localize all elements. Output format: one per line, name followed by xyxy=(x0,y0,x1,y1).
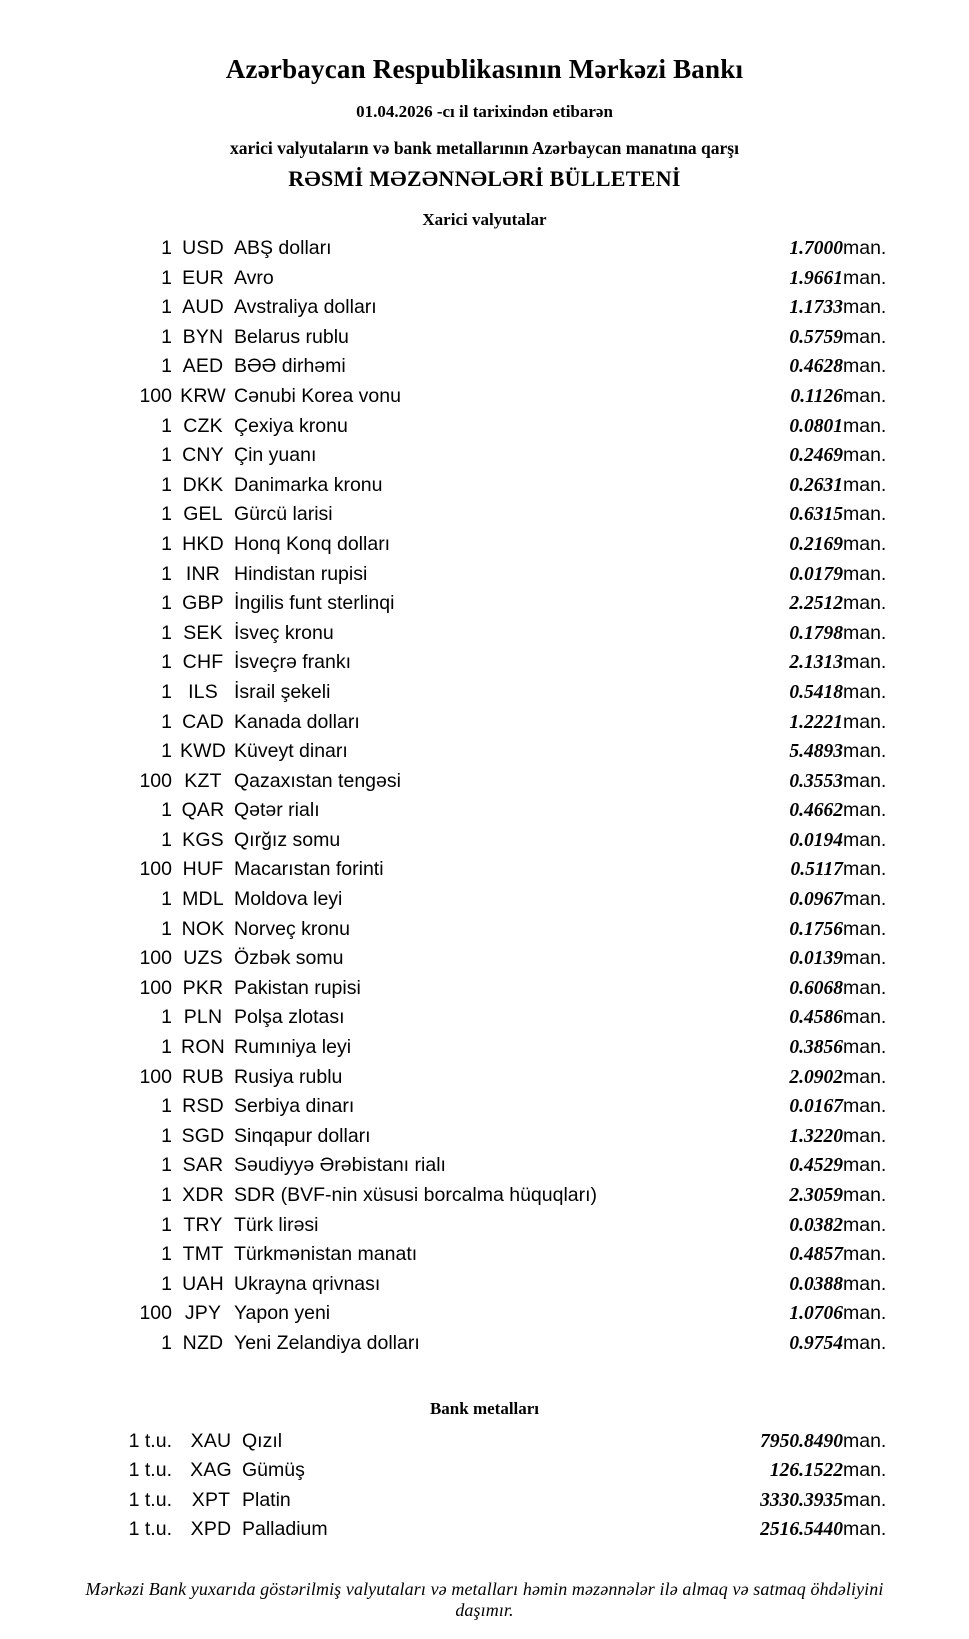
rate-name: İngilis funt sterlinqi xyxy=(234,592,395,615)
rate-unit: man. xyxy=(843,355,887,378)
rate-currency-code: XAU xyxy=(190,1429,232,1452)
rate-quantity: 1 xyxy=(161,888,172,911)
table-row xyxy=(60,915,909,945)
rate-value: 2.2512 xyxy=(789,593,843,615)
rate-currency-code: TRY xyxy=(183,1213,223,1236)
rate-currency-code: NZD xyxy=(182,1331,224,1354)
rate-value: 0.1756 xyxy=(789,918,843,940)
rate-name: Türkmənistan manatı xyxy=(234,1243,418,1266)
rate-quantity: 100 xyxy=(139,858,172,881)
rate-name: Qızıl xyxy=(242,1429,283,1452)
rate-value: 0.2631 xyxy=(789,474,843,496)
rate-quantity: 1 xyxy=(161,1036,172,1059)
rate-unit: man. xyxy=(843,1184,887,1206)
rate-currency-code: JPY xyxy=(184,1302,222,1325)
rate-unit: man. xyxy=(843,1331,887,1354)
rate-unit: man. xyxy=(843,1429,887,1452)
rate-unit: man. xyxy=(843,1459,887,1482)
rate-unit: man. xyxy=(843,1518,887,1541)
table-row xyxy=(60,1329,909,1359)
rate-currency-code: SEK xyxy=(183,621,223,644)
table-row xyxy=(60,560,909,590)
table-row xyxy=(60,382,909,412)
rate-name: BƏƏ dirhəmi xyxy=(234,355,346,378)
table-row xyxy=(60,767,909,797)
rate-quantity: 1 xyxy=(161,325,172,348)
rate-value: 0.0139 xyxy=(789,948,843,970)
rate-unit: man. xyxy=(843,1006,887,1029)
rate-unit: man. xyxy=(843,325,887,348)
rate-currency-code: KRW xyxy=(180,384,226,407)
table-row xyxy=(60,412,909,442)
rate-name: Platin xyxy=(242,1488,291,1511)
rate-currency-code: KWD xyxy=(179,740,227,763)
rate-unit: man. xyxy=(843,740,887,763)
rate-quantity: 1 xyxy=(161,414,172,437)
rate-unit: man. xyxy=(843,1213,887,1236)
rate-quantity: 100 xyxy=(139,947,172,970)
rate-name: Qazaxıstan tengəsi xyxy=(234,769,401,792)
rate-unit: man. xyxy=(843,917,887,940)
table-row xyxy=(60,264,909,294)
rate-name: Sinqapur dolları xyxy=(234,1124,371,1147)
table-row xyxy=(60,323,909,353)
rate-currency-code: PLN xyxy=(183,1006,223,1029)
rate-name: Palladium xyxy=(242,1518,328,1541)
rate-value: 0.9754 xyxy=(789,1332,843,1354)
rate-value: 0.6068 xyxy=(789,977,843,999)
rate-unit: man. xyxy=(843,266,887,289)
rate-currency-code: USD xyxy=(182,237,224,259)
rate-quantity: 1 xyxy=(161,1095,172,1118)
rate-value: 2.1313 xyxy=(789,652,843,674)
rate-unit: man. xyxy=(843,384,887,407)
rate-currency-code: UZS xyxy=(183,947,223,970)
rate-unit: man. xyxy=(843,799,887,822)
rate-value: 0.4628 xyxy=(789,356,843,378)
rate-value: 1.7000 xyxy=(789,238,843,259)
rate-quantity: 1 xyxy=(161,621,172,644)
rate-name: SDR (BVF-nin xüsusi borcalma hüquqları) xyxy=(234,1184,598,1206)
rate-unit: man. xyxy=(843,473,887,496)
currency-rates-table xyxy=(60,234,909,1359)
rate-unit: man. xyxy=(843,710,887,733)
rate-quantity: 1 xyxy=(161,1154,172,1177)
rate-unit: man. xyxy=(843,621,887,644)
rate-name: Rumıniya leyi xyxy=(234,1036,352,1059)
rate-quantity: 1 xyxy=(161,1331,172,1354)
rate-currency-code: CNY xyxy=(182,444,224,467)
bulletin-title: RƏSMİ MƏZƏNNƏLƏRİ BÜLLETENİ xyxy=(288,166,681,191)
rate-name: Cənubi Korea vonu xyxy=(234,384,401,407)
rate-name: Səudiyyə Ərəbistanı rialı xyxy=(234,1154,446,1177)
rate-unit: man. xyxy=(843,1124,887,1147)
rate-quantity: 1 xyxy=(161,1184,172,1206)
rate-unit: man. xyxy=(843,651,887,674)
rate-value: 0.0194 xyxy=(789,829,843,851)
rate-quantity: 1 xyxy=(161,592,172,615)
table-row xyxy=(60,234,909,264)
rate-unit: man. xyxy=(843,1302,887,1325)
rate-name: Gümüş xyxy=(242,1459,305,1482)
rate-quantity: 100 xyxy=(139,384,172,407)
rate-value: 1.0706 xyxy=(789,1303,843,1325)
rate-name: Avstraliya dolları xyxy=(234,296,377,319)
rate-currency-code: SAR xyxy=(182,1154,224,1177)
rate-quantity: 1 xyxy=(161,237,172,259)
rate-unit: man. xyxy=(843,503,887,526)
rate-quantity: 100 xyxy=(139,1302,172,1325)
table-row xyxy=(60,1181,909,1211)
rate-quantity: 100 xyxy=(139,769,172,792)
table-row xyxy=(60,1122,909,1152)
rate-quantity: 1 xyxy=(161,1006,172,1029)
rate-currency-code: KGS xyxy=(182,828,224,851)
rate-value: 0.4662 xyxy=(789,800,843,822)
rate-value: 0.3856 xyxy=(789,1037,843,1059)
rate-value: 0.5418 xyxy=(789,681,843,703)
table-row xyxy=(60,708,909,738)
rate-unit: man. xyxy=(843,1243,887,1266)
rate-value: 0.0967 xyxy=(789,889,843,911)
effective-date-line: 01.04.2026 -cı il tarixindən etibarən xyxy=(356,102,613,121)
rate-quantity: 1 xyxy=(161,1124,172,1147)
rate-value: 2.3059 xyxy=(789,1185,843,1206)
rate-currency-code: TMT xyxy=(182,1243,224,1266)
rate-value: 126.1522 xyxy=(769,1460,843,1482)
section-title-metals: Bank metalları xyxy=(429,1398,540,1418)
rate-unit: man. xyxy=(843,296,887,319)
rate-name: Hindistan rupisi xyxy=(234,562,368,585)
rate-quantity: 1 t.u. xyxy=(128,1518,172,1541)
table-row xyxy=(60,1515,909,1545)
rate-name: Moldova leyi xyxy=(234,888,343,911)
rate-value: 7950.8490 xyxy=(760,1430,843,1452)
rate-value: 0.4529 xyxy=(789,1155,843,1177)
rate-currency-code: CHF xyxy=(182,651,224,674)
rate-value: 1.2221 xyxy=(789,711,843,733)
rate-value: 1.9661 xyxy=(789,267,843,289)
rate-name: Pakistan rupisi xyxy=(234,976,361,999)
rate-currency-code: AED xyxy=(182,355,224,378)
table-row xyxy=(60,293,909,323)
rate-currency-code: GBP xyxy=(182,592,224,615)
rate-quantity: 1 xyxy=(161,680,172,703)
rate-currency-code: CAD xyxy=(182,710,224,733)
rate-currency-code: ILS xyxy=(188,680,218,703)
rate-quantity: 1 xyxy=(161,917,172,940)
table-row xyxy=(60,737,909,767)
rate-quantity: 1 t.u. xyxy=(128,1429,172,1452)
rate-value: 0.1126 xyxy=(790,385,843,407)
rate-currency-code: XPT xyxy=(191,1488,231,1511)
rate-name: ABŞ dolları xyxy=(234,237,332,259)
rate-unit: man. xyxy=(843,414,887,437)
rate-currency-code: BYN xyxy=(182,325,224,348)
rate-name: Ukrayna qrivnası xyxy=(234,1272,381,1295)
rate-unit: man. xyxy=(843,562,887,585)
rate-currency-code: HUF xyxy=(182,858,224,881)
rate-currency-code: CZK xyxy=(183,414,223,437)
rate-quantity: 1 xyxy=(161,1243,172,1266)
rate-currency-code: RSD xyxy=(182,1095,224,1118)
rate-unit: man. xyxy=(843,592,887,615)
rate-unit: man. xyxy=(843,1065,887,1088)
table-row xyxy=(60,885,909,915)
rate-currency-code: XPD xyxy=(190,1518,232,1541)
table-row xyxy=(60,589,909,619)
rate-name: Polşa zlotası xyxy=(234,1006,345,1029)
rate-unit: man. xyxy=(843,680,887,703)
rate-name: Türk lirəsi xyxy=(234,1213,319,1236)
rate-quantity: 1 xyxy=(161,1213,172,1236)
rate-currency-code: HKD xyxy=(182,532,224,555)
rate-unit: man. xyxy=(843,1154,887,1177)
rate-name: Çexiya kronu xyxy=(234,414,348,437)
rate-currency-code: KZT xyxy=(184,769,222,792)
table-row xyxy=(60,944,909,974)
table-row xyxy=(60,352,909,382)
rate-unit: man. xyxy=(843,444,887,467)
rate-currency-code: EUR xyxy=(182,266,224,289)
rate-quantity: 1 xyxy=(161,710,172,733)
rate-currency-code: RON xyxy=(181,1036,225,1059)
table-row xyxy=(60,796,909,826)
rate-name: Danimarka kronu xyxy=(234,473,383,496)
table-row xyxy=(60,619,909,649)
rate-name: Küveyt dinarı xyxy=(234,740,348,763)
table-row xyxy=(60,1456,909,1486)
table-row xyxy=(60,1063,909,1093)
rate-value: 1.3220 xyxy=(789,1125,843,1147)
rate-name: Belarus rublu xyxy=(234,325,349,348)
rate-currency-code: SGD xyxy=(181,1124,225,1147)
rate-unit: man. xyxy=(843,947,887,970)
rate-value: 0.0801 xyxy=(789,415,843,437)
rate-unit: man. xyxy=(843,828,887,851)
table-row xyxy=(60,441,909,471)
rate-quantity: 100 xyxy=(139,976,172,999)
rate-quantity: 1 xyxy=(161,444,172,467)
rate-currency-code: GEL xyxy=(183,503,223,526)
rate-value: 0.1798 xyxy=(789,622,843,644)
rate-quantity: 100 xyxy=(139,1065,172,1088)
rate-unit: man. xyxy=(843,976,887,999)
rate-quantity: 1 t.u. xyxy=(128,1488,172,1511)
rate-currency-code: MDL xyxy=(182,888,224,911)
rate-currency-code: NOK xyxy=(181,917,225,940)
rate-unit: man. xyxy=(843,1036,887,1059)
rate-currency-code: RUB xyxy=(182,1065,224,1088)
rate-quantity: 1 xyxy=(161,355,172,378)
bank-title: Azərbaycan Respublikasının Mərkəzi Bankı xyxy=(225,54,744,84)
rate-unit: man. xyxy=(843,532,887,555)
rate-name: Honq Konq dolları xyxy=(234,532,391,555)
rate-value: 0.0388 xyxy=(789,1273,843,1295)
rate-name: Norveç kronu xyxy=(234,917,350,940)
rate-value: 0.6315 xyxy=(789,504,843,526)
rate-currency-code: INR xyxy=(185,562,221,585)
rate-name: İsveç kronu xyxy=(234,621,334,644)
table-row xyxy=(60,855,909,885)
rate-unit: man. xyxy=(843,888,887,911)
rate-currency-code: UAH xyxy=(182,1272,224,1295)
rate-unit: man. xyxy=(843,769,887,792)
rate-name: Yapon yeni xyxy=(234,1302,331,1325)
rate-quantity: 1 xyxy=(161,562,172,585)
rate-name: İsveçrə frankı xyxy=(234,651,352,674)
rate-currency-code: XAG xyxy=(190,1459,232,1482)
rate-quantity: 1 xyxy=(161,828,172,851)
rate-value: 0.3553 xyxy=(789,770,843,792)
rate-name: Serbiya dinarı xyxy=(234,1095,355,1118)
section-title-currencies: Xarici valyutalar xyxy=(422,210,547,229)
table-row xyxy=(60,648,909,678)
rate-quantity: 1 xyxy=(161,296,172,319)
rate-name: Çin yuanı xyxy=(234,444,317,467)
rate-currency-code: DKK xyxy=(182,473,224,496)
rate-quantity: 1 xyxy=(161,266,172,289)
table-row xyxy=(60,678,909,708)
rate-unit: man. xyxy=(843,1272,887,1295)
rate-value: 1.1733 xyxy=(789,297,843,319)
table-row xyxy=(60,1427,909,1457)
rate-value: 0.2469 xyxy=(789,445,843,467)
table-row xyxy=(60,1033,909,1063)
table-row xyxy=(60,1211,909,1241)
rate-quantity: 1 xyxy=(161,740,172,763)
rate-value: 3330.3935 xyxy=(760,1489,843,1511)
rate-name: Kanada dolları xyxy=(234,710,360,733)
rate-unit: man. xyxy=(843,1488,887,1511)
table-row xyxy=(60,1270,909,1300)
rate-quantity: 1 xyxy=(161,503,172,526)
table-row xyxy=(60,1486,909,1516)
rate-name: Gürcü larisi xyxy=(234,503,333,526)
subject-line: xarici valyutaların və bank metallarının Azərbaycan manatına qarşı xyxy=(230,138,739,158)
rate-currency-code: AUD xyxy=(182,296,224,319)
rate-unit: man. xyxy=(843,237,887,259)
rate-value: 0.4857 xyxy=(789,1244,843,1266)
rate-name: Qırğız somu xyxy=(234,828,341,851)
rate-value: 0.5117 xyxy=(790,859,843,881)
rate-unit: man. xyxy=(843,858,887,881)
rate-quantity: 1 xyxy=(161,799,172,822)
rate-name: Qətər rialı xyxy=(234,799,320,822)
table-row xyxy=(60,1003,909,1033)
rate-value: 0.2169 xyxy=(789,533,843,555)
table-row xyxy=(60,1299,909,1329)
rate-value: 2516.5440 xyxy=(760,1519,843,1541)
rate-unit: man. xyxy=(843,1095,887,1118)
table-row xyxy=(60,500,909,530)
rate-name: Yeni Zelandiya dolları xyxy=(234,1331,420,1354)
rate-currency-code: XDR xyxy=(182,1184,224,1206)
rate-value: 0.0382 xyxy=(789,1214,843,1236)
table-row xyxy=(60,1240,909,1270)
rate-quantity: 1 t.u. xyxy=(128,1459,172,1482)
table-row xyxy=(60,530,909,560)
rate-name: Avro xyxy=(234,266,274,289)
rate-quantity: 1 xyxy=(161,651,172,674)
rate-name: İsrail şekeli xyxy=(234,680,331,703)
rate-name: Özbək somu xyxy=(234,947,344,970)
rate-value: 0.5759 xyxy=(789,326,843,348)
rate-name: Macarıstan forinti xyxy=(234,858,384,881)
rate-value: 5.4893 xyxy=(789,741,843,763)
table-row xyxy=(60,1092,909,1122)
rate-value: 0.0167 xyxy=(789,1096,843,1118)
rate-currency-code: PKR xyxy=(182,976,224,999)
rate-currency-code: QAR xyxy=(181,799,225,822)
disclaimer-text: Mərkəzi Bank yuxarıda göstərilmiş valyutaları və metalları həmin məzənnələr ilə almaq və satmaq öhdəliyini daşımır. xyxy=(85,1578,884,1620)
rate-name: Rusiya rublu xyxy=(234,1065,343,1088)
rate-value: 0.4586 xyxy=(789,1007,843,1029)
rate-value: 2.0902 xyxy=(789,1066,843,1088)
rate-quantity: 1 xyxy=(161,473,172,496)
table-row xyxy=(60,1151,909,1181)
rate-quantity: 1 xyxy=(161,1272,172,1295)
rate-value: 0.0179 xyxy=(789,563,843,585)
metal-rates-table xyxy=(60,1427,909,1545)
table-row xyxy=(60,471,909,501)
table-row xyxy=(60,826,909,856)
table-row xyxy=(60,974,909,1004)
rate-quantity: 1 xyxy=(161,532,172,555)
